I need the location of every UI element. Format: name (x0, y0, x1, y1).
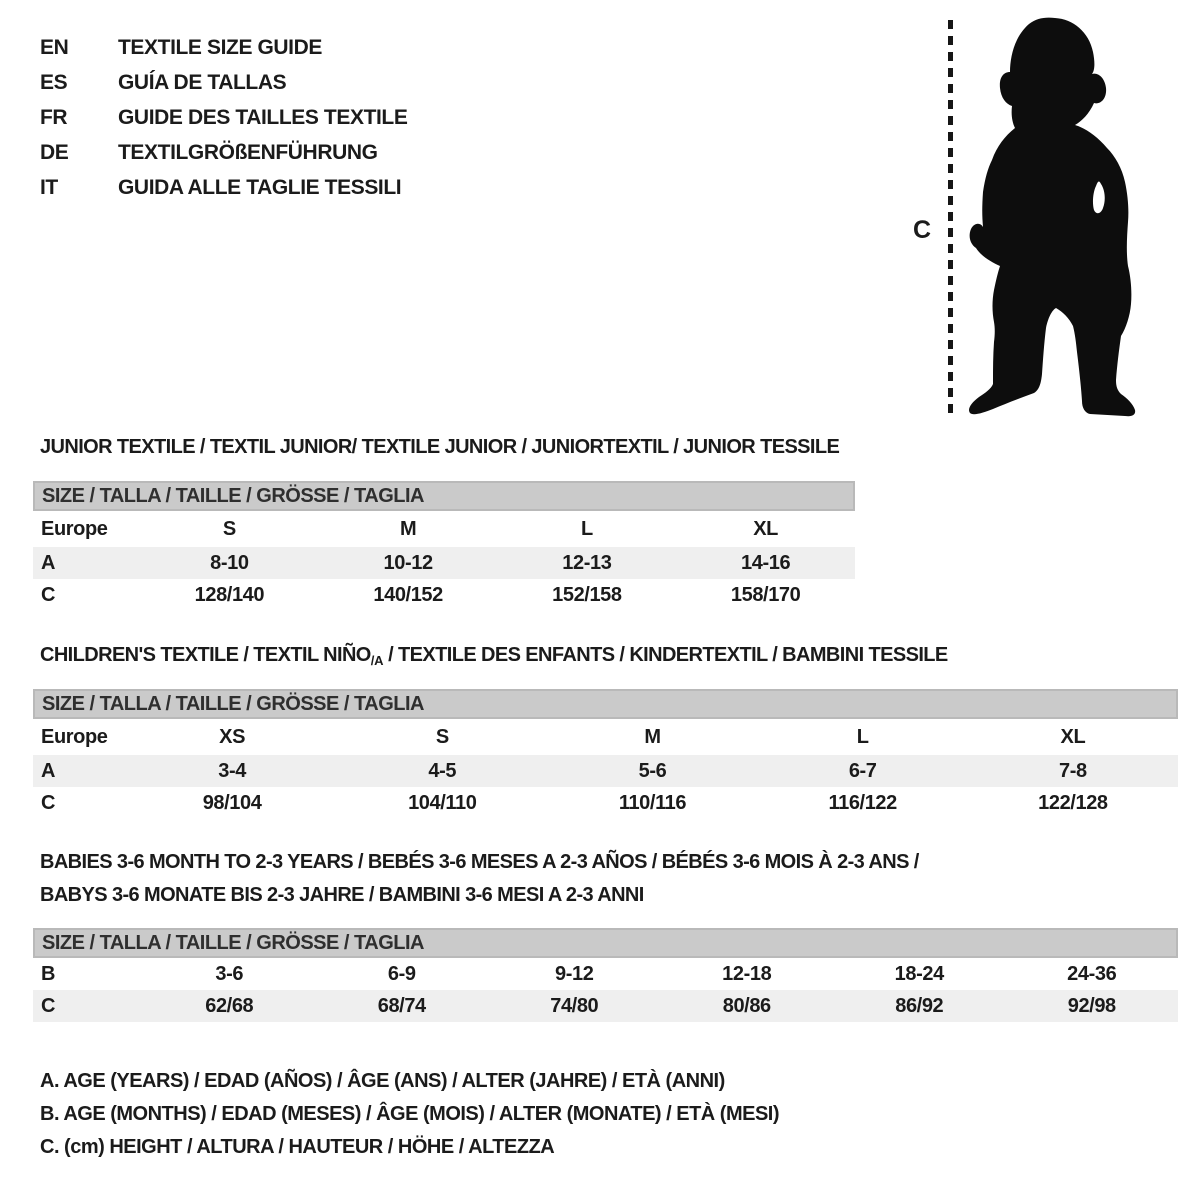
guide-title: GUIDE DES TAILLES TEXTILE (118, 105, 408, 129)
height-cell: 158/170 (730, 583, 801, 606)
language-row-en (40, 30, 407, 65)
age-cell: 3-6 (215, 962, 244, 985)
height-cell: 116/122 (828, 791, 897, 814)
language-code: ES (40, 70, 68, 94)
table-row-age-years (33, 755, 1178, 787)
language-row-fr (40, 100, 407, 135)
height-measure-label: C (913, 216, 932, 244)
height-cell: 80/86 (722, 994, 771, 1017)
legend-height-cm: C. (cm) HEIGHT / ALTURA / HAUTEUR / HÖHE / ALTEZZA (40, 1136, 555, 1158)
height-cell: 68/74 (377, 994, 426, 1017)
row-label: C (41, 791, 56, 814)
language-row-it (40, 170, 407, 205)
age-cell: 3-4 (218, 759, 246, 782)
table-row-height-cm (33, 990, 1178, 1022)
size-cell: S (435, 725, 449, 748)
age-cell: 12-13 (562, 551, 612, 574)
size-header-bar: SIZE / TALLA / TAILLE / GRÖSSE / TAGLIA (33, 689, 1178, 719)
table-row-europe (33, 719, 1178, 755)
guide-title: TEXTILE SIZE GUIDE (118, 35, 322, 59)
babies-heading-line1: BABIES 3-6 MONTH TO 2-3 YEARS / BEBÉS 3-6 MESES A 2-3 AÑOS / BÉBÉS 3-6 MOIS À 2-3 ANS / (40, 851, 919, 873)
language-row-es (40, 65, 407, 100)
babies-heading-line2: BABYS 3-6 MONATE BIS 2-3 JAHRE / BAMBINI 3-6 MESI A 2-3 ANNI (40, 884, 644, 906)
heading-text: CHILDREN'S TEXTILE / TEXTIL NIÑO (40, 644, 371, 666)
size-cell: S (222, 517, 236, 540)
height-cell: 122/128 (1038, 791, 1108, 814)
babies-size-table (33, 928, 1178, 1022)
row-label: A (41, 759, 56, 782)
height-measure-dashed-line (948, 20, 953, 416)
row-label: C (41, 583, 56, 606)
language-code: DE (40, 140, 69, 164)
guide-title: GUIDA ALLE TAGLIE TESSILI (118, 175, 402, 199)
childrens-size-table (33, 689, 1178, 819)
table-row-europe (33, 511, 855, 547)
heading-subscript: /A (370, 653, 384, 668)
row-label: C (41, 994, 56, 1017)
age-cell: 6-7 (848, 759, 877, 782)
guide-title: TEXTILGRÖßENFÜHRUNG (118, 140, 378, 164)
size-cell: M (399, 517, 417, 540)
age-cell: 18-24 (894, 962, 944, 985)
row-label: Europe (41, 517, 108, 540)
size-cell: XL (753, 517, 778, 540)
age-cell: 10-12 (383, 551, 433, 574)
age-cell: 14-16 (741, 551, 791, 574)
height-cell: 140/152 (373, 583, 443, 606)
legend-age-years: A. AGE (YEARS) / EDAD (AÑOS) / ÂGE (ANS) / ALTER (JAHRE) / ETÀ (ANNI) (40, 1070, 725, 1092)
toddler-silhouette (955, 16, 1140, 418)
height-cell: 62/68 (205, 994, 254, 1017)
age-cell: 8-10 (210, 551, 249, 574)
table-row-height-cm (33, 787, 1178, 819)
height-cell: 104/110 (408, 791, 477, 814)
legend-age-months: B. AGE (MONTHS) / EDAD (MESES) / ÂGE (MOIS) / ALTER (MONATE) / ETÀ (MESI) (40, 1103, 780, 1125)
height-cell: 92/98 (1067, 994, 1116, 1017)
table-row-height-cm (33, 579, 855, 611)
size-cell: XL (1060, 725, 1086, 748)
row-label: B (41, 962, 56, 985)
size-cell: L (856, 725, 869, 748)
height-cell: 74/80 (550, 994, 599, 1017)
height-cell: 152/158 (552, 583, 622, 606)
age-cell: 12-18 (722, 962, 772, 985)
table-row-age-months (33, 958, 1178, 990)
childrens-textile-heading (40, 644, 948, 668)
age-cell: 4-5 (428, 759, 457, 782)
row-label: A (41, 551, 56, 574)
age-cell: 5-6 (638, 759, 667, 782)
guide-title: GUÍA DE TALLAS (118, 70, 287, 94)
height-cell: 110/116 (618, 791, 687, 814)
age-cell: 9-12 (555, 962, 594, 985)
height-cell: 86/92 (895, 994, 944, 1017)
heading-text: / TEXTILE DES ENFANTS / KINDERTEXTIL / BAMBINI TESSILE (383, 644, 948, 666)
height-cell: 98/104 (202, 791, 262, 814)
size-cell: XS (219, 725, 246, 748)
language-row-de (40, 135, 407, 170)
age-cell: 6-9 (387, 962, 416, 985)
height-cell: 128/140 (194, 583, 265, 606)
language-title-list (40, 30, 407, 205)
row-label: Europe (41, 725, 108, 748)
junior-textile-heading: JUNIOR TEXTILE / TEXTIL JUNIOR/ TEXTILE JUNIOR / JUNIORTEXTIL / JUNIOR TESSILE (40, 436, 840, 458)
language-code: EN (40, 35, 69, 59)
size-header-bar: SIZE / TALLA / TAILLE / GRÖSSE / TAGLIA (33, 928, 1178, 958)
language-code: IT (40, 175, 58, 199)
language-code: FR (40, 105, 68, 129)
size-header-bar: SIZE / TALLA / TAILLE / GRÖSSE / TAGLIA (33, 481, 855, 511)
junior-size-table (33, 481, 855, 611)
size-cell: L (580, 517, 593, 540)
size-cell: M (644, 725, 661, 748)
table-row-age-years (33, 547, 855, 579)
age-cell: 7-8 (1059, 759, 1087, 782)
age-cell: 24-36 (1067, 962, 1117, 985)
